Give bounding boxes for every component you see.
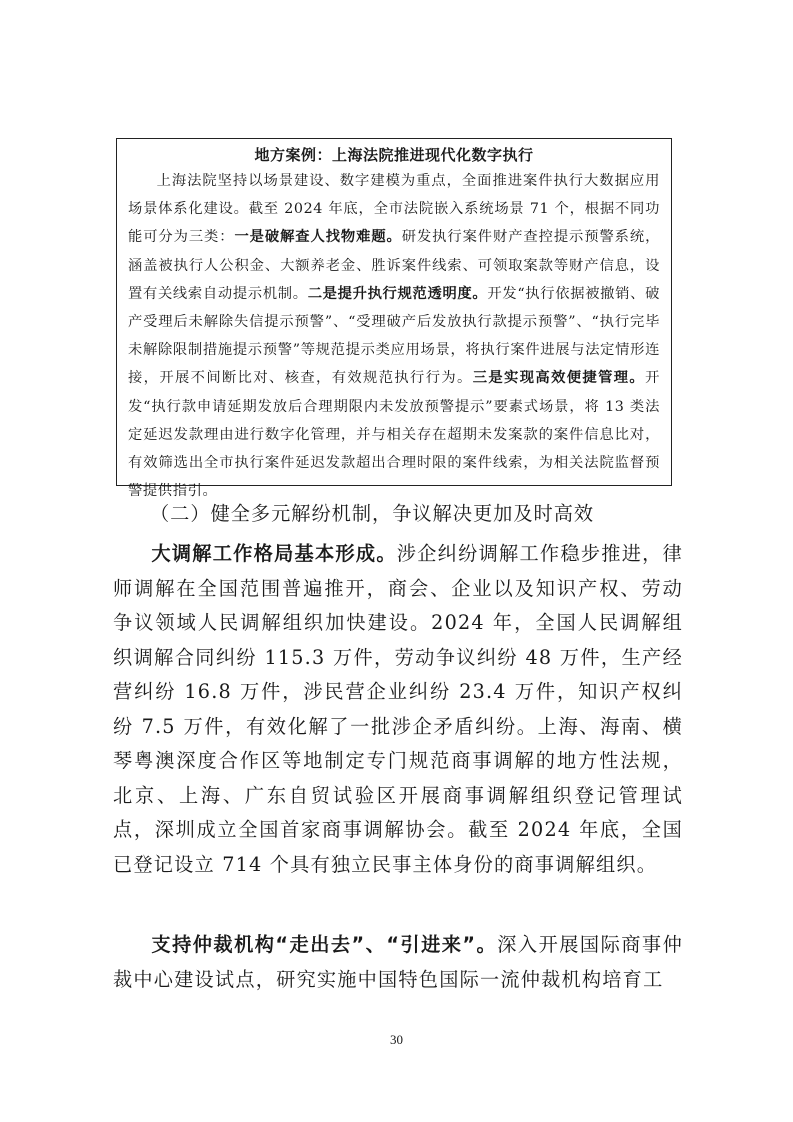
case-study-box xyxy=(116,138,672,500)
case-study-title: 地方案例：上海法院推进现代化数字执行 xyxy=(254,146,534,164)
page-number: 30 xyxy=(390,1032,403,1047)
paragraph-mediation-lead: 大调解工作格局基本形成。 xyxy=(151,542,397,565)
case-highlight-2: 二是提升执行规范透明度。 xyxy=(307,285,488,302)
case-text-3: 开发“执行依据被撤销、破产受理后未解除失信提示预警”、“受理破产后发放执行款提示预警”、“执行完毕未解除限制措施提示预警”等规范提示类应用场景，将执行案件进展与法定情形连接，开展不间断比对、核查，有效规范执行行为。 xyxy=(128,285,660,387)
case-highlight-1: 一是破解查人找物难题。 xyxy=(234,229,402,246)
paragraph-mediation xyxy=(113,537,683,882)
paragraph-arbitration xyxy=(113,928,683,997)
paragraph-arbitration-lead: 支持仲裁机构“走出去”、“引进来”。 xyxy=(151,933,498,956)
case-highlight-3: 三是实现高效便捷管理。 xyxy=(472,370,646,387)
case-study-body xyxy=(128,167,660,505)
case-text-4: 开发“执行款申请延期发放后合理期限内未发放预警提示”要素式场景，将 13 类法定延迟发款理由进行数字化管理，并与相关存在超期未发案款的案件信息比对，有效筛选出全市执行案件延迟发款超出合理时限的案件线索，为相关法院监督预警提供指引。 xyxy=(128,370,660,500)
section-heading: （二）健全多元解纷机制，争议解决更加及时高效 xyxy=(150,502,595,525)
paragraph-mediation-text: 涉企纠纷调解工作稳步推进，律师调解在全国范围普遍推开，商会、企业以及知识产权、劳动争议领域人民调解组织加快建设。2024 年，全国人民调解组织调解合同纠纷 115.3 万件，劳动争议纠纷 48 万件，生产经营纠纷 16.8 万件，涉民营企业纠纷 23.4 万件，知识产权纠纷 7.5 万件，有效化解了一批涉企矛盾纠纷。上海、海南、横琴粤澳深度合作区等地制定专门规范商事调解的地方性法规，北京、上海、广东自贸试验区开展商事调解组织登记管理试点，深圳成立全国首家商事调解协会。截至 2024 年底，全国已登记设立 714 个具有独立民事主体身份的商事调解组织。 xyxy=(113,542,683,876)
paragraph-arbitration-text: 深入开展国际商事仲裁中心建设试点，研究实施中国特色国际一流仲裁机构培育工 xyxy=(113,933,683,991)
case-text-2: 研发执行案件财产查控提示预警系统，涵盖被执行人公积金、大额养老金、胜诉案件线索、可领取案款等财产信息，设置有关线索自动提示机制。 xyxy=(128,229,660,302)
case-text-1: 上海法院坚持以场景建设、数字建模为重点，全面推进案件执行大数据应用场景体系化建设。截至 2024 年底，全市法院嵌入系统场景 71 个，根据不同功能可分为三类： xyxy=(128,173,660,246)
